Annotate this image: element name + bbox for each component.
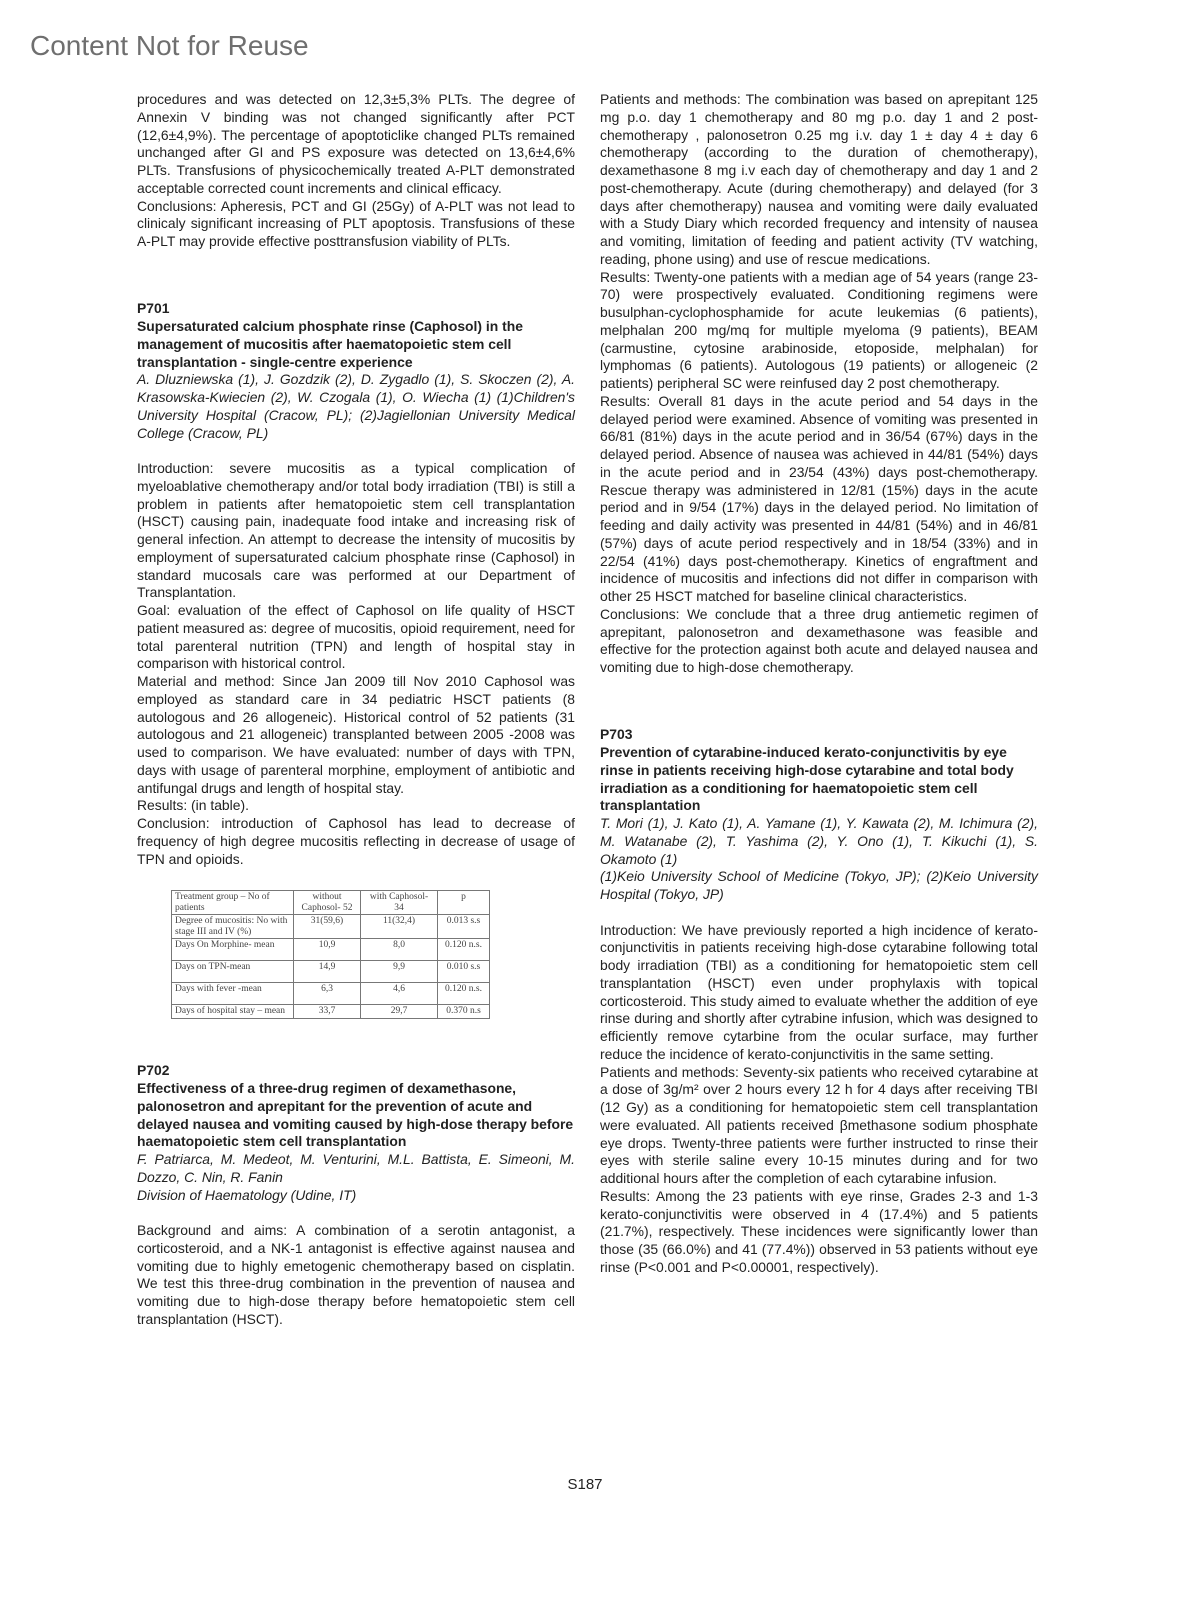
table-cell: Days On Morphine- mean: [172, 939, 294, 961]
paragraph: Conclusion: introduction of Caphosol has lead to decrease of frequency of high degree mucositis reflecting in decrease of usage of TPN and opioids.: [137, 815, 575, 867]
table-cell: 0.013 s.s: [438, 915, 490, 939]
abstract-authors: F. Patriarca, M. Medeot, M. Venturini, M.L. Battista, E. Simeoni, M. Dozzo, C. Nin, R. Fanin: [137, 1151, 575, 1185]
table-header: Treatment group – No of patients: [172, 891, 294, 915]
table-header: p: [438, 891, 490, 915]
paragraph: Results: Among the 23 patients with eye rinse, Grades 2-3 and 1-3 kerato-conjunctivitis were observed in 4 (17.4%) and 5 patients (21.7%), respectively. These incidences were significantly lower than those (35 (66.0%) and 41 (77.4%)) observed in 53 patients without eye rinse (P<0.001 and P<0.00001, respectively).: [600, 1187, 1038, 1275]
right-column: [600, 91, 1038, 1277]
table-cell: 4,6: [361, 983, 438, 1005]
paragraph: Background and aims: A combination of a serotin antagonist, a corticosteroid, and a NK-1 antagonist is effective against nausea and vomiting due to highly emetogenic chemotherapy based on cisplatin. We test this three-drug combination in the prevention of nausea and vomiting due to high-dose therapy before hematopoietic stem cell transplantation (HSCT).: [137, 1222, 575, 1327]
results-table: [171, 890, 490, 1019]
abstract-title: Prevention of cytarabine-induced kerato-conjunctivitis by eye rinse in patients receiving high-dose cytarabine and total body irradiation as a conditioning for haematopoietic stem cell transplantation: [600, 744, 1014, 814]
abstract-title: Supersaturated calcium phosphate rinse (Caphosol) in the management of mucositis after haematopoietic stem cell transplantation - single-centre experience: [137, 318, 523, 370]
abstract-code: P702: [137, 1062, 170, 1079]
paragraph: Material and method: Since Jan 2009 till Nov 2010 Caphosol was employed as standard care in 34 pediatric HSCT patients (8 autologous and 26 allogeneic). Historical control of 52 patients (31 autologous and 21 allogeneic) transplanted between 2005 -2008 was used to comparison. We have evaluated: number of days with TPN, days with usage of parenteral morphine, employment of antibiotic and antifungal drugs and length of hospital stay.: [137, 673, 575, 796]
table-cell: 29,7: [361, 1005, 438, 1019]
table-cell: 31(59,6): [294, 915, 361, 939]
paragraph: Patients and methods: The combination was based on aprepitant 125 mg p.o. day 1 chemotherapy and 80 mg p.o. day 1 and 2 post-chemotherapy , palonosetron 0.25 mg i.v. day 1 ± day 4 ± day 6 chemotherapy (according to the duration of chemotherapy), dexamethasone 8 mg i.v each day of chemotherapy and day 1 and 2 post-chemotherapy. Acute (during chemotherapy) and delayed (for 3 days after chemotherapy) nausea and vomiting were daily evaluated with a Study Diary which recorded frequency and intensity of nausea and vomiting, limitation of feeding and patient activity (TV watching, reading, phone using) and use of rescue medications.: [600, 91, 1038, 267]
table-row: [172, 961, 490, 983]
table-header: with Caphosol- 34: [361, 891, 438, 915]
table-row: [172, 915, 490, 939]
table-row: [172, 1005, 490, 1019]
abstract-affiliation: Division of Haematology (Udine, IT): [137, 1186, 357, 1203]
table-cell: 0.370 n.s: [438, 1005, 490, 1019]
abstract-code: P703: [600, 726, 633, 743]
paragraph: Conclusions: Apheresis, PCT and GI (25Gy) of A-PLT was not lead to clinicaly significant increasing of PLT apoptosis. Transfusions of these A-PLT may provide effective posttransfusion viability of PLTs.: [137, 197, 575, 249]
paragraph: Patients and methods: Seventy-six patients who received cytarabine at a dose of 3g/m² over 2 hours every 12 h for 4 days after receiving TBI (12 Gy) as a conditioning for hematopoietic stem cell transplantation were evaluated. All patients received βmethasone sodium phosphate eye drops. Twenty-three patients were further instructed to rinse their eyes with sterile saline every 10-15 minutes during and for two additional hours after the completion of each cytarabine infusion.: [600, 1063, 1038, 1186]
table-cell: Days of hospital stay – mean: [172, 1005, 294, 1019]
table-cell: Days on TPN-mean: [172, 961, 294, 983]
table-header-row: [172, 891, 490, 915]
abstract-title: Effectiveness of a three-drug regimen of dexamethasone, palonosetron and aprepitant for the prevention of acute and delayed nausea and vomiting caused by high-dose therapy before haematopoietic stem cell transplantation: [137, 1080, 574, 1150]
table-row: [172, 939, 490, 961]
paragraph: Goal: evaluation of the effect of Caphosol on life quality of HSCT patient measured as: degree of mucositis, opioid requirement, need for total parenteral nutrition (TPN) and length of hospital stay in comparison with historical control.: [137, 602, 575, 672]
abstract-code: P701: [137, 300, 170, 317]
paragraph: Introduction: We have previously reported a high incidence of kerato-conjunctivitis in patients receiving high-dose cytarabine following total body irradiation (TBI) as a conditioning for hematopoietic stem cell transplantation (HSCT) even under prophylaxis with topical corticosteroid. This study aimed to evaluate whether the addition of eye rinse during and shortly after cytrabine infusion, which was designed to efficiently remove cytarbine from the ocular surface, may further reduce the incidence of kerato-conjunctivitis in the same setting.: [600, 921, 1038, 1062]
abstract-affiliation: (1)Keio University School of Medicine (Tokyo, JP); (2)Keio University Hospital (Tokyo, JP): [600, 868, 1038, 902]
table-cell: 0.120 n.s.: [438, 983, 490, 1005]
table-cell: 14,9: [294, 961, 361, 983]
paragraph: procedures and was detected on 12,3±5,3% PLTs. The degree of Annexin V binding was not changed significantly after PCT (12,6±4,9%). The percentage of apoptoticlike changed PLTs remained unchanged after GI and PS exposure was detected on 13,6±4,6% PLTs. Transfusions of physicochemically treated A-PLT demonstrated acceptable corrected count increments and clinical efficacy.: [137, 91, 575, 196]
paragraph: Results: (in table).: [137, 797, 249, 814]
paragraph: Conclusions: We conclude that a three drug antiemetic regimen of aprepitant, palonosetron and dexamethasone was feasible and effective for the protection against both acute and delayed nausea and vomiting due to high-dose chemotherapy.: [600, 605, 1038, 675]
table-row: [172, 983, 490, 1005]
table-cell: 33,7: [294, 1005, 361, 1019]
watermark: Content Not for Reuse: [30, 30, 309, 61]
table-cell: 6,3: [294, 983, 361, 1005]
paragraph: Results: Overall 81 days in the acute period and 54 days in the delayed period were examined. Absence of vomiting was presented in 66/81 (81%) days in the acute period and in 36/54 (67%) days in the delayed period. Absence of nausea was achieved in 44/81 (54%) days in the acute period and in 23/54 (43%) days post-chemotherapy. Rescue therapy was administered in 12/81 (15%) days in the acute period and in 9/54 (17%) days in the delayed period. No limitation of feeding and daily activity was presented in 44/81 (54%) and in 46/81 (57%) days of acute period respectively and in 18/54 (33%) and in 22/54 (41%) days post-chemotherapy. Kinetics of engraftment and incidence of mucositis and infections did not differ in comparison with other 25 HSCT matched for baseline clinical characteristics.: [600, 392, 1038, 604]
abstract-authors: T. Mori (1), J. Kato (1), A. Yamane (1), Y. Kawata (2), M. Ichimura (2), M. Watanabe (2), T. Yashima (2), Y. Ono (1), T. Kikuchi (1), S. Okamoto (1): [600, 815, 1038, 867]
paragraph: Results: Twenty-one patients with a median age of 54 years (range 23-70) were prospectively evaluated. Conditioning regimens were busulphan-cyclophosphamide for acute leukemias (6 patients), melphalan 200 mg/mq for multiple myeloma (9 patients), BEAM (carmustine, cytosine arabinoside, etoposide, melphalan) for lymphomas (6 patients). Autologous (19 patients) or allogeneic (2 patients) peripheral SC were reinfused day 2 post chemotherapy.: [600, 268, 1038, 391]
table-cell: 11(32,4): [361, 915, 438, 939]
table-cell: Degree of mucositis: No with stage III and IV (%): [172, 915, 294, 939]
page-number: S187: [567, 1476, 603, 1493]
table-cell: 9,9: [361, 961, 438, 983]
table-cell: 0.120 n.s.: [438, 939, 490, 961]
table-cell: 10,9: [294, 939, 361, 961]
table-cell: 8,0: [361, 939, 438, 961]
table-cell: Days with fever -mean: [172, 983, 294, 1005]
table-cell: 0.010 s.s: [438, 961, 490, 983]
abstract-authors: A. Dluzniewska (1), J. Gozdzik (2), D. Zygadlo (1), S. Skoczen (2), A. Krasowska-Kwiecien (2), W. Czogala (1), O. Wiecha (1) (1)Children's University Hospital (Cracow, PL); (2)Jagiellonian University Medical College (Cracow, PL): [137, 371, 575, 441]
paragraph: Introduction: severe mucositis as a typical complication of myeloablative chemotherapy and/or total body irradiation (TBI) is still a problem in patients after hematopoietic stem cell transplantation (HSCT) causing pain, inadequate food intake and increasing risk of general infection. An attempt to decrease the intensity of mucositis by employment of supersaturated calcium phosphate rinse (Caphosol) in standard mucosals care was performed at our Department of Transplantation.: [137, 460, 575, 601]
table-header: without Caphosol- 52: [294, 891, 361, 915]
left-column: [137, 91, 575, 1329]
